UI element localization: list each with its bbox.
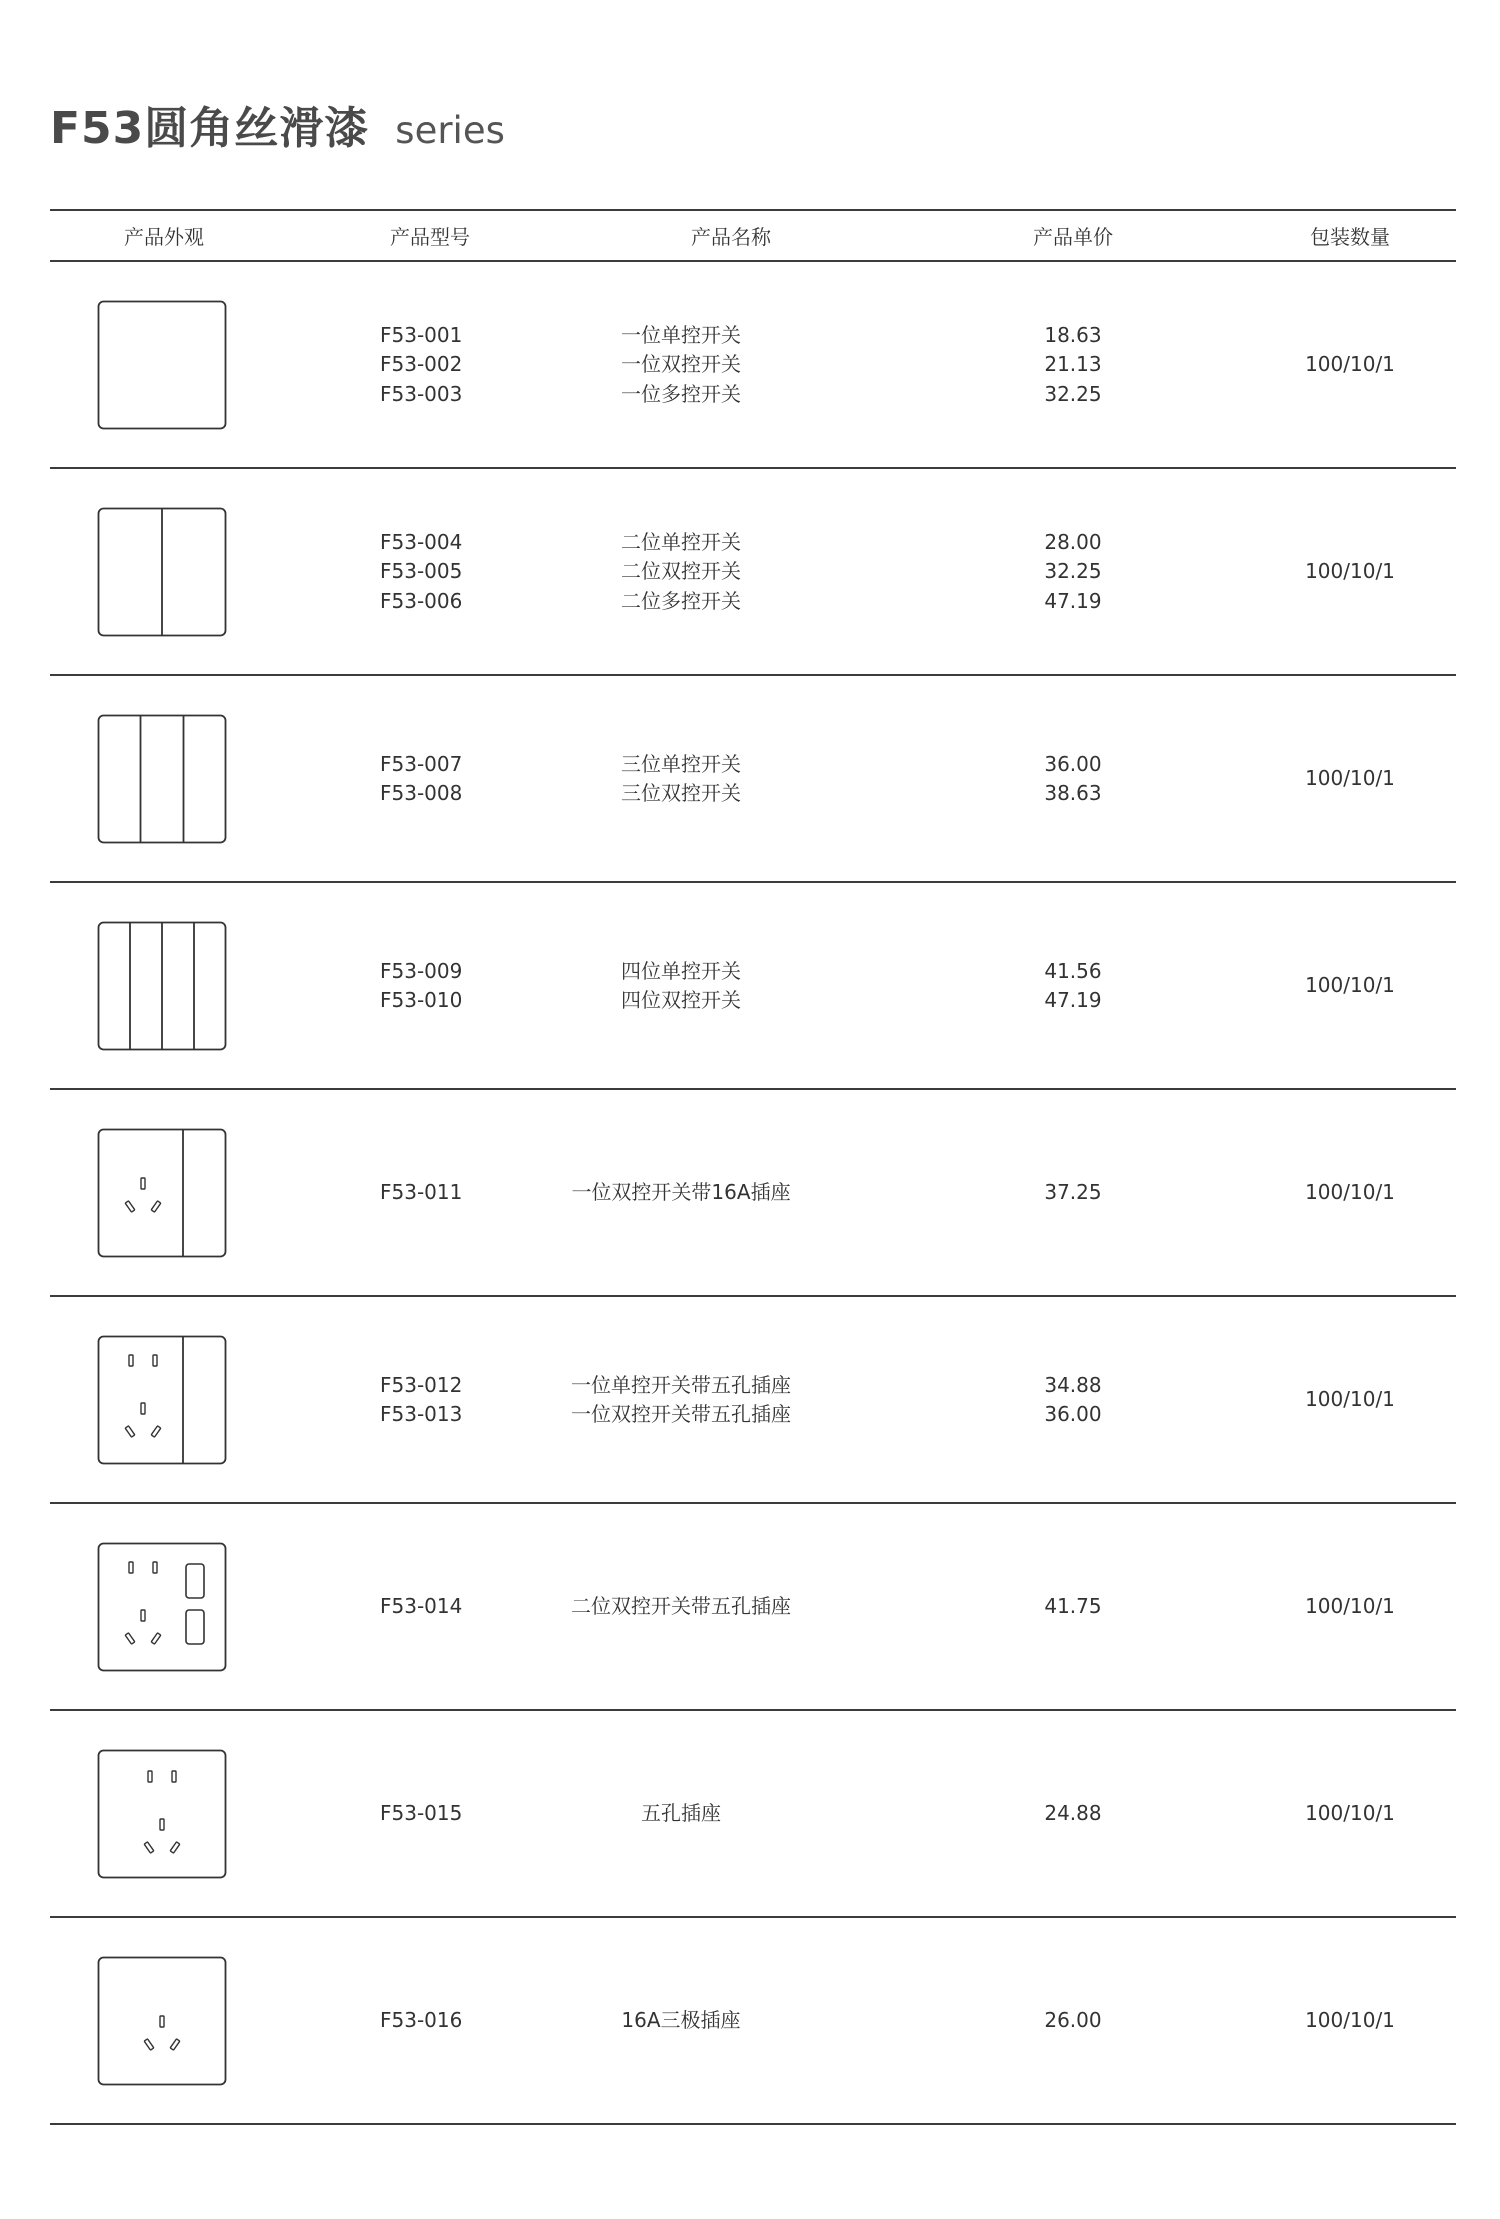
socket-hole bbox=[141, 1610, 145, 1621]
model-number: F53-010 bbox=[380, 988, 463, 1012]
table-row bbox=[50, 1504, 1456, 1710]
five-hole-socket-icon bbox=[97, 1749, 227, 1879]
unit-price: 32.25 bbox=[1044, 559, 1102, 584]
pack-cell bbox=[1275, 469, 1425, 675]
model-number: F53-008 bbox=[380, 781, 463, 805]
product-name: 一位单控开关 bbox=[621, 322, 741, 347]
product-name: 二位单控开关 bbox=[621, 529, 741, 554]
panel-outline bbox=[99, 1544, 226, 1671]
table-row bbox=[50, 1918, 1456, 2124]
name-cell bbox=[581, 883, 781, 1089]
socket-hole bbox=[125, 1426, 135, 1437]
pack-cell bbox=[1275, 1711, 1425, 1917]
model-cell bbox=[380, 1090, 560, 1296]
model-number: F53-003 bbox=[380, 381, 463, 406]
socket-hole bbox=[148, 1771, 152, 1782]
socket-hole bbox=[151, 1201, 161, 1212]
socket-hole bbox=[153, 1562, 157, 1573]
socket-hole bbox=[144, 2039, 154, 2050]
name-cell bbox=[581, 1711, 781, 1917]
socket-hole bbox=[172, 1771, 176, 1782]
table-row bbox=[50, 1090, 1456, 1296]
model-number: F53-009 bbox=[380, 958, 463, 983]
model-cell bbox=[380, 1504, 560, 1710]
product-name: 一位双控开关 bbox=[621, 352, 741, 377]
product-name: 三位双控开关 bbox=[621, 781, 741, 805]
model-cell bbox=[380, 1918, 560, 2124]
pack-quantity: 100/10/1 bbox=[1305, 352, 1395, 377]
panel-outline bbox=[99, 1130, 226, 1257]
table-row bbox=[50, 1711, 1456, 1917]
series-title: F53圆角丝滑漆 bbox=[50, 103, 370, 154]
pack-quantity: 100/10/1 bbox=[1305, 2008, 1395, 2033]
socket-hole bbox=[125, 1201, 135, 1212]
price-cell bbox=[1023, 262, 1123, 468]
panel-outline bbox=[99, 1958, 226, 2085]
panel-outline bbox=[99, 302, 226, 429]
name-cell bbox=[581, 676, 781, 882]
unit-price: 41.56 bbox=[1044, 958, 1102, 983]
header-price: 产品单价 bbox=[1033, 225, 1113, 249]
unit-price: 21.13 bbox=[1044, 352, 1102, 377]
table-row bbox=[50, 883, 1456, 1089]
model-number: F53-005 bbox=[380, 559, 463, 584]
price-cell bbox=[1023, 1297, 1123, 1503]
price-cell bbox=[1023, 676, 1123, 882]
socket-hole bbox=[141, 1178, 145, 1189]
pack-cell bbox=[1275, 262, 1425, 468]
product-name: 二位多控开关 bbox=[621, 588, 741, 613]
price-cell bbox=[1023, 1090, 1123, 1296]
panel-outline bbox=[99, 1337, 226, 1464]
table-row bbox=[50, 676, 1456, 882]
pack-quantity: 100/10/1 bbox=[1305, 973, 1395, 998]
panel-outline bbox=[99, 1751, 226, 1878]
table-row bbox=[50, 1297, 1456, 1503]
name-cell bbox=[581, 469, 781, 675]
model-number: F53-011 bbox=[380, 1180, 463, 1205]
rocker-key bbox=[186, 1610, 204, 1644]
price-cell bbox=[1023, 1918, 1123, 2124]
name-cell bbox=[571, 1504, 791, 1710]
rocker-key bbox=[186, 1564, 204, 1598]
model-number: F53-002 bbox=[380, 352, 463, 377]
model-number: F53-014 bbox=[380, 1594, 463, 1619]
model-cell bbox=[380, 262, 560, 468]
socket-hole bbox=[125, 1633, 135, 1644]
header-name: 产品名称 bbox=[691, 225, 771, 249]
model-number: F53-007 bbox=[380, 751, 463, 776]
four-gang-switch-icon bbox=[97, 921, 227, 1051]
pack-cell bbox=[1275, 676, 1425, 882]
unit-price: 28.00 bbox=[1044, 529, 1102, 554]
product-name: 五孔插座 bbox=[641, 1801, 721, 1826]
model-number: F53-012 bbox=[380, 1372, 463, 1397]
switch-with-five-hole-socket-icon bbox=[97, 1335, 227, 1465]
product-name: 二位双控开关 bbox=[621, 559, 741, 584]
socket-hole bbox=[170, 1842, 180, 1853]
three-gang-switch-icon bbox=[97, 714, 227, 844]
price-cell bbox=[1023, 469, 1123, 675]
product-name: 四位双控开关 bbox=[621, 988, 741, 1012]
unit-price: 38.63 bbox=[1044, 781, 1102, 805]
pack-quantity: 100/10/1 bbox=[1305, 1801, 1395, 1826]
unit-price: 41.75 bbox=[1044, 1594, 1102, 1619]
16a-three-pin-socket-icon bbox=[97, 1956, 227, 2086]
socket-hole bbox=[153, 1355, 157, 1366]
unit-price: 24.88 bbox=[1044, 1801, 1102, 1826]
product-name: 16A三极插座 bbox=[621, 2008, 741, 2033]
model-cell bbox=[380, 1711, 560, 1917]
pack-cell bbox=[1275, 1504, 1425, 1710]
pack-quantity: 100/10/1 bbox=[1305, 559, 1395, 584]
unit-price: 32.25 bbox=[1044, 381, 1102, 406]
table-header bbox=[50, 212, 1456, 262]
name-cell bbox=[571, 1297, 791, 1503]
product-name: 三位单控开关 bbox=[621, 751, 741, 776]
pack-quantity: 100/10/1 bbox=[1305, 1594, 1395, 1619]
product-name: 二位双控开关带五孔插座 bbox=[571, 1594, 791, 1619]
price-cell bbox=[1023, 1711, 1123, 1917]
pack-cell bbox=[1275, 883, 1425, 1089]
unit-price: 26.00 bbox=[1044, 2008, 1102, 2033]
unit-price: 37.25 bbox=[1044, 1180, 1102, 1205]
socket-hole bbox=[151, 1426, 161, 1437]
product-name: 一位多控开关 bbox=[621, 381, 741, 406]
name-cell bbox=[581, 1918, 781, 2124]
socket-hole bbox=[141, 1403, 145, 1414]
row-divider bbox=[50, 2123, 1456, 2125]
socket-hole bbox=[151, 1633, 161, 1644]
two-gang-switch-icon bbox=[97, 507, 227, 637]
model-number: F53-016 bbox=[380, 2008, 463, 2033]
name-cell bbox=[571, 1090, 791, 1296]
pack-quantity: 100/10/1 bbox=[1305, 1180, 1395, 1205]
unit-price: 18.63 bbox=[1044, 322, 1102, 347]
table-row bbox=[50, 469, 1456, 675]
switch-with-16a-socket-icon bbox=[97, 1128, 227, 1258]
model-number: F53-006 bbox=[380, 588, 463, 613]
model-cell bbox=[380, 469, 560, 675]
page-title bbox=[50, 92, 505, 152]
name-cell bbox=[581, 262, 781, 468]
pack-cell bbox=[1275, 1090, 1425, 1296]
product-name: 四位单控开关 bbox=[621, 958, 741, 983]
panel-outline bbox=[99, 716, 226, 843]
product-name: 一位单控开关带五孔插座 bbox=[571, 1372, 791, 1397]
model-cell bbox=[380, 1297, 560, 1503]
model-cell bbox=[380, 676, 560, 882]
product-name: 一位双控开关带16A插座 bbox=[571, 1180, 791, 1205]
table-top-rule bbox=[50, 209, 1456, 211]
unit-price: 34.88 bbox=[1044, 1372, 1102, 1397]
pack-quantity: 100/10/1 bbox=[1305, 1387, 1395, 1412]
header-pack: 包装数量 bbox=[1310, 225, 1390, 249]
unit-price: 47.19 bbox=[1044, 988, 1102, 1012]
unit-price: 47.19 bbox=[1044, 588, 1102, 613]
header-appearance: 产品外观 bbox=[124, 225, 204, 249]
socket-hole bbox=[170, 2039, 180, 2050]
pack-quantity: 100/10/1 bbox=[1305, 766, 1395, 791]
unit-price: 36.00 bbox=[1044, 751, 1102, 776]
socket-hole bbox=[129, 1562, 133, 1573]
pack-cell bbox=[1275, 1918, 1425, 2124]
two-switch-with-five-hole-socket-icon bbox=[97, 1542, 227, 1672]
model-number: F53-001 bbox=[380, 322, 463, 347]
price-cell bbox=[1023, 883, 1123, 1089]
product-name: 一位双控开关带五孔插座 bbox=[571, 1402, 791, 1426]
price-cell bbox=[1023, 1504, 1123, 1710]
socket-hole bbox=[129, 1355, 133, 1366]
model-number: F53-004 bbox=[380, 529, 463, 554]
header-model: 产品型号 bbox=[390, 225, 470, 249]
model-number: F53-015 bbox=[380, 1801, 463, 1826]
socket-hole bbox=[160, 1819, 164, 1830]
unit-price: 36.00 bbox=[1044, 1402, 1102, 1426]
model-number: F53-013 bbox=[380, 1402, 463, 1426]
series-subtitle: series bbox=[395, 109, 505, 152]
socket-hole bbox=[160, 2016, 164, 2027]
table-row bbox=[50, 262, 1456, 468]
one-gang-switch-icon bbox=[97, 300, 227, 430]
socket-hole bbox=[144, 1842, 154, 1853]
pack-cell bbox=[1275, 1297, 1425, 1503]
model-cell bbox=[380, 883, 560, 1089]
